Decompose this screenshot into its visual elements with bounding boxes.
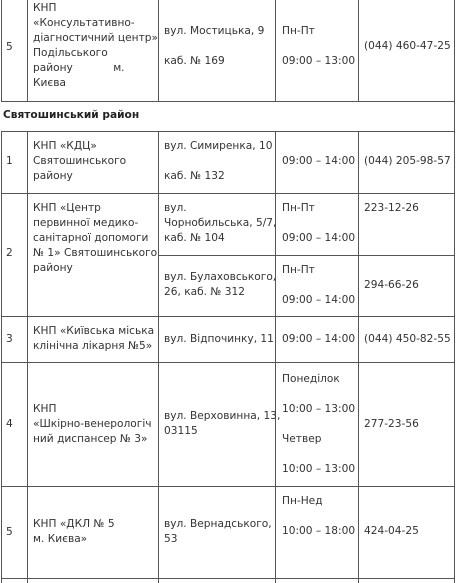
work-days: Пн-Нед bbox=[282, 495, 323, 507]
phone: 223-12-26 bbox=[364, 202, 419, 214]
column-divider bbox=[358, 131, 359, 583]
work-hours: 09:00 – 14:00 bbox=[282, 333, 356, 345]
org-name-line: діагностичний центр» bbox=[33, 32, 158, 44]
row-number: 1 bbox=[6, 155, 13, 167]
column-divider bbox=[27, 131, 28, 583]
work-hours: 09:00 – 14:00 bbox=[282, 155, 356, 167]
phone: 424-04-25 bbox=[364, 525, 419, 537]
row-number: 5 bbox=[6, 41, 13, 53]
address-line: Чорнобильська, 5/7, bbox=[164, 217, 277, 229]
room: каб. № 132 bbox=[164, 170, 225, 182]
column-divider bbox=[358, 0, 359, 102]
row-divider bbox=[1, 578, 455, 579]
row-divider bbox=[1, 193, 455, 194]
work-days: Понеділок bbox=[282, 373, 340, 385]
address-line: 26, каб. № 312 bbox=[164, 286, 245, 298]
org-name-line: «Консультативно- bbox=[33, 17, 135, 29]
room: каб. № 169 bbox=[164, 55, 225, 67]
district-heading: Святошинський район bbox=[3, 109, 140, 121]
address-line: каб. № 104 bbox=[164, 232, 225, 244]
address-line: вул. Верховинна, 13, bbox=[164, 410, 281, 422]
address-line: вул. bbox=[164, 202, 187, 214]
org-name-line: «Шкірно-венерологіч bbox=[33, 418, 152, 430]
address-line: 03115 bbox=[164, 425, 198, 437]
work-hours: 10:00 – 13:00 bbox=[282, 403, 356, 415]
org-name-line: КНП «Київська міська bbox=[33, 325, 155, 337]
address: вул. Симиренка, 10 bbox=[164, 140, 273, 152]
address: вул. Мостицька, 9 bbox=[164, 25, 265, 37]
work-hours: 10:00 – 13:00 bbox=[282, 463, 356, 475]
column-divider bbox=[275, 0, 276, 102]
work-hours: 09:00 – 14:00 bbox=[282, 232, 356, 244]
phone: 277-23-56 bbox=[364, 418, 419, 430]
org-name-line: КНП «КДЦ» bbox=[33, 140, 97, 152]
row-divider bbox=[1, 362, 455, 363]
table-border-left bbox=[1, 131, 2, 583]
org-name-line: санітарної допомоги bbox=[33, 232, 149, 244]
org-name-line: ний диспансер № 3» bbox=[33, 433, 148, 445]
work-days: Пн-Пт bbox=[282, 264, 315, 276]
org-name-line: району bbox=[33, 170, 73, 182]
address-line: вул. Булаховського, bbox=[164, 271, 277, 283]
row-number: 2 bbox=[6, 247, 13, 259]
row-divider bbox=[1, 486, 455, 487]
column-divider bbox=[158, 0, 159, 102]
row-number: 5 bbox=[6, 526, 13, 538]
work-hours: 09:00 – 14:00 bbox=[282, 294, 356, 306]
org-name-line: Подільського bbox=[33, 47, 108, 59]
org-name-line: Святошинського bbox=[33, 155, 127, 167]
phone: 294-66-26 bbox=[364, 279, 419, 291]
work-days: Пн-Пт bbox=[282, 202, 315, 214]
org-name-line: КНП «ДКЛ № 5 bbox=[33, 518, 115, 530]
org-name-line: КНП bbox=[33, 2, 57, 14]
row-divider bbox=[1, 101, 455, 102]
work-hours: 09:00 – 13:00 bbox=[282, 55, 356, 67]
org-name-line: м. Києва» bbox=[33, 533, 88, 545]
row-divider bbox=[158, 255, 455, 256]
column-divider bbox=[275, 131, 276, 583]
table-border-left bbox=[1, 0, 2, 102]
address: вул. Відпочинку, 11 bbox=[164, 333, 274, 345]
row-divider bbox=[1, 316, 455, 317]
org-name-line: № 1» Святошинського bbox=[33, 247, 158, 259]
org-name-line: первинної медико- bbox=[33, 217, 139, 229]
address-line: вул. Вернадського, bbox=[164, 518, 272, 530]
address-line: 53 bbox=[164, 533, 178, 545]
column-divider bbox=[27, 0, 28, 102]
work-days: Четвер bbox=[282, 433, 322, 445]
work-days: Пн-Пт bbox=[282, 25, 315, 37]
column-divider bbox=[158, 131, 159, 583]
org-name-line: району м. bbox=[33, 62, 125, 74]
org-name-line: КНП bbox=[33, 403, 57, 415]
phone: (044) 460-47-25 bbox=[364, 40, 451, 52]
row-divider bbox=[1, 131, 455, 132]
org-name-line: КНП «Центр bbox=[33, 202, 101, 214]
work-hours: 10:00 – 18:00 bbox=[282, 525, 356, 537]
row-number: 3 bbox=[6, 333, 13, 345]
org-name-line: району bbox=[33, 262, 73, 274]
phone: (044) 450-82-55 bbox=[364, 333, 451, 345]
org-name-line: клінічна лікарня №5» bbox=[33, 340, 153, 352]
org-name-line: Києва bbox=[33, 77, 66, 89]
phone: (044) 205-98-57 bbox=[364, 155, 451, 167]
table-border-right bbox=[454, 0, 455, 583]
row-number: 4 bbox=[6, 418, 13, 430]
